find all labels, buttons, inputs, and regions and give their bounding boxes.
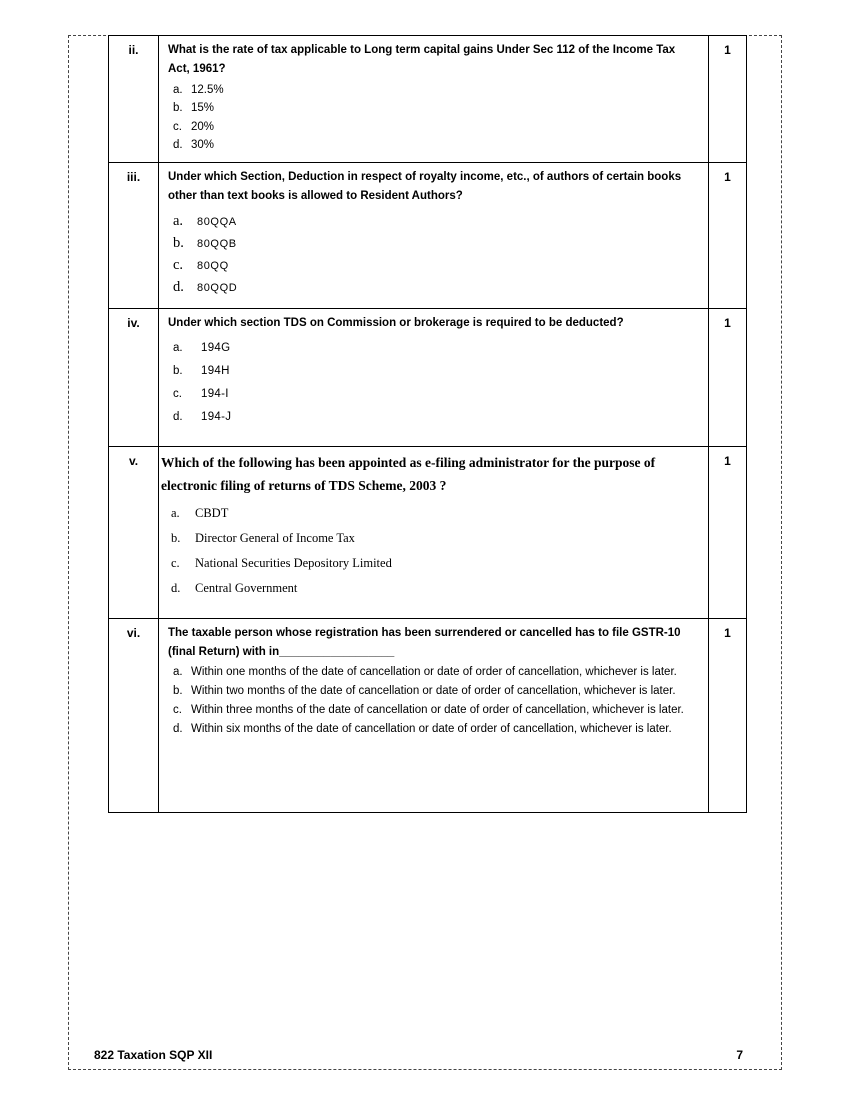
option: [173, 257, 699, 274]
question-cell: [159, 618, 709, 812]
options-list: [173, 342, 699, 423]
option-label: c.: [173, 703, 182, 716]
footer: [69, 1048, 781, 1062]
option-label: b.: [173, 684, 183, 697]
option: [173, 720, 699, 739]
question-text: Which of the following has been appointed as e-filing administrator for the purpose of electronic filing of returns of TDS Scheme, 2003 ?: [161, 454, 656, 493]
question-cell: [159, 36, 709, 163]
option-text: Director General of Income Tax: [195, 530, 355, 545]
option-label: d.: [173, 410, 183, 423]
option: [171, 506, 699, 521]
option-label: a.: [173, 341, 183, 354]
option-text: 194-I: [201, 387, 229, 400]
option: [173, 388, 699, 400]
option: [173, 279, 699, 296]
option-text: 30%: [191, 139, 215, 152]
option-label: c.: [171, 555, 180, 570]
option-label: a.: [173, 212, 184, 229]
option-text: 194G: [201, 341, 231, 354]
option-text: 80QQ: [197, 259, 229, 272]
option-text: 15%: [191, 102, 215, 115]
option: [173, 342, 699, 354]
question-number: v.: [109, 446, 159, 618]
question-cell: [159, 308, 709, 446]
option-label: b.: [171, 530, 181, 545]
question-row-v: [109, 446, 747, 618]
option: [173, 235, 699, 252]
option-label: b.: [173, 234, 184, 251]
question-text: Under which section TDS on Commission or brokerage is required to be deducted?: [168, 316, 624, 329]
option-text: 80QQB: [197, 237, 237, 250]
marks-cell: 1: [709, 36, 747, 163]
option: [173, 365, 699, 377]
marks-cell: 1: [709, 618, 747, 812]
marks-cell: 1: [709, 162, 747, 308]
question-cell: [159, 162, 709, 308]
question-cell: [159, 446, 709, 618]
option-label: a.: [173, 83, 183, 96]
option-text: 12.5%: [191, 83, 224, 96]
option-label: c.: [173, 120, 182, 133]
option-text: Within three months of the date of cancellation or date of order of cancellation, whichever is later.: [191, 703, 684, 716]
option-text: 20%: [191, 120, 215, 133]
option: [173, 663, 699, 682]
option-text: 80QQA: [197, 215, 237, 228]
option: [173, 411, 699, 423]
option: [173, 118, 699, 137]
question-text: What is the rate of tax applicable to Long term capital gains Under Sec 112 of the Income Tax Act, 1961?: [168, 44, 676, 75]
option-text: 80QQD: [197, 281, 238, 294]
marks-cell: 1: [709, 446, 747, 618]
option-text: National Securities Depository Limited: [195, 555, 392, 570]
option-text: 194H: [201, 364, 230, 377]
option-label: d.: [171, 580, 181, 595]
option-label: b.: [173, 102, 183, 115]
options-list: [173, 663, 699, 739]
page-frame: [68, 35, 782, 1070]
option-label: d.: [173, 278, 184, 295]
options-list: [173, 81, 699, 155]
option: [171, 556, 699, 571]
option-text: CBDT: [195, 505, 229, 520]
option: [173, 81, 699, 100]
option: [173, 136, 699, 155]
option: [171, 581, 699, 596]
footer-doc-title: 822 Taxation SQP XII: [94, 1048, 213, 1062]
option-label: c.: [173, 387, 182, 400]
option-text: Central Government: [195, 580, 298, 595]
question-number: ii.: [109, 36, 159, 163]
option-label: a.: [171, 505, 180, 520]
option-text: Within one months of the date of cancellation or date of order of cancellation, whichever is later.: [191, 665, 677, 678]
option: [173, 213, 699, 230]
questions-table: [108, 35, 747, 813]
option: [171, 531, 699, 546]
question-text: Under which Section, Deduction in respect of royalty income, etc., of authors of certain books other than text books is allowed to Resident Authors?: [168, 170, 682, 202]
marks-cell: 1: [709, 308, 747, 446]
option-label: b.: [173, 364, 183, 377]
question-text: The taxable person whose registration has been surrendered or cancelled has to file GSTR-10 (final Return) with in__________________: [168, 626, 681, 658]
option-label: a.: [173, 665, 183, 678]
option-label: c.: [173, 256, 184, 273]
option-text: Within six months of the date of cancellation or date of order of cancellation, whichever is later.: [191, 722, 672, 735]
question-row-ii: [109, 36, 747, 163]
question-number: iv.: [109, 308, 159, 446]
question-number: vi.: [109, 618, 159, 812]
question-number: iii.: [109, 162, 159, 308]
option-text: Within two months of the date of cancellation or date of order of cancellation, whichever is later.: [191, 684, 676, 697]
option-text: 194-J: [201, 410, 232, 423]
question-row-iii: [109, 162, 747, 308]
option-label: d.: [173, 722, 183, 735]
footer-page-number: 7: [736, 1048, 743, 1062]
option-label: d.: [173, 139, 183, 152]
options-list: [173, 213, 699, 296]
question-row-vi: [109, 618, 747, 812]
option: [173, 99, 699, 118]
question-row-iv: [109, 308, 747, 446]
option: [173, 682, 699, 701]
option: [173, 701, 699, 720]
options-list: [171, 506, 699, 596]
